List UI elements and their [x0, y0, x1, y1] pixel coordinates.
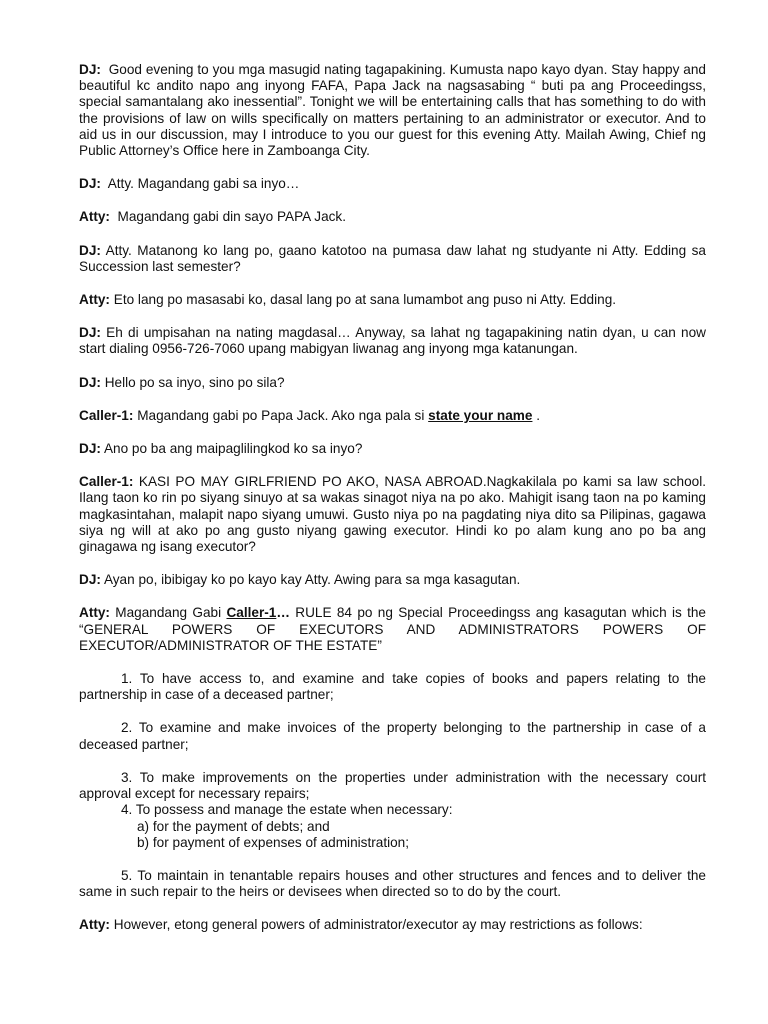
dj-intro-paragraph [79, 62, 706, 159]
power-item-1: 1. To have access to, and examine and take copies of books and papers relating to the partnership in case of a deceased partner; [79, 671, 706, 703]
dj-service-paragraph [79, 441, 706, 457]
paragraph-text: Hello po sa inyo, sino po sila? [104, 374, 285, 390]
speaker-label: Atty: [79, 209, 110, 225]
speaker-label: Atty: [79, 917, 110, 933]
speaker-label: Caller-1: [79, 474, 134, 490]
paragraph-text: KASI PO MAY GIRLFRIEND PO AKO, NASA ABROAD.Nagkakilala po kami sa law school. Ilang taon ko rin po siyang sinuyo at sa wakas sinagot niya na po ako. Mahigit isang taon na po kaming magkasintahan, malapit napo siyang umuwi. Gusto niya po na pagdating niya dito sa Pilipinas, gagawa siya ng will at ako po ang gusto niyang gawing executor. Hindi ko po alam kung ano po ba ang ginagawa ng isang executor? [79, 474, 706, 555]
paragraph-text: Ayan po, ibibigay ko po kayo kay Atty. Awing para sa mga kasagutan. [103, 572, 521, 588]
speaker-label: Atty: [79, 605, 110, 621]
paragraph-text-end: . [536, 407, 540, 423]
speaker-label: DJ: [79, 176, 101, 192]
atty-greeting-paragraph [79, 209, 706, 225]
power-item-4a: a) for the payment of debts; and [137, 818, 330, 834]
dj-hello-paragraph [79, 375, 706, 391]
paragraph-text: Eto lang po masasabi ko, dasal lang po at sana lumambot ang puso ni Atty. Edding. [113, 292, 617, 308]
paragraph-text: Magandang gabi din sayo PAPA Jack. [117, 209, 347, 225]
speaker-label: DJ: [79, 374, 101, 390]
paragraph-text: Atty. Magandang gabi sa inyo… [107, 176, 300, 192]
speaker-label: DJ: [79, 62, 101, 77]
speaker-label: DJ: [79, 441, 101, 457]
paragraph-text: Magandang Gabi [115, 605, 222, 621]
power-item-3: 3. To make improvements on the properties under administration with the necessary court approval except for necessary repairs; [79, 769, 706, 802]
caller-name-paragraph [79, 408, 706, 424]
paragraph-text: Magandang gabi po Papa Jack. Ako nga pala si [137, 407, 425, 423]
atty-rule-paragraph [79, 605, 706, 654]
dj-dialing-paragraph [79, 325, 706, 357]
paragraph-text: Eh di umpisahan na nating magdasal… Anyway, sa lahat ng tagapakining natin dyan, u can now start dialing 0956-726-7060 upang mabigyan liwanag ang inyong mga katanungan. [79, 325, 706, 357]
caller-reference: Caller-1 [226, 605, 277, 621]
atty-answer-paragraph [79, 292, 706, 308]
paragraph-text: Good evening to you mga masugid nating tagapakining. Kumusta napo kayo dyan. Stay happy and beautiful kc andito napo ang inyong FAFA, Papa Jack na nagsasabing “ buti pa ang Proceedingss, special samantalang ako inessential”. Tonight we will be entertaining calls that has something to do with the provisions of law on wills specifically on matters pertaining to an administrator or executor. And to aid us in our discussion, may I introduce to you our guest for this evening Atty. Mailah Awing, Chief ng Public Attorney’s Office here in Zamboanga City. [79, 62, 706, 159]
power-item-4: 4. To possess and manage the estate when necessary: [121, 802, 453, 818]
paragraph-text: However, etong general powers of administrator/executor ay may restrictions as follows: [113, 917, 643, 933]
power-item-2: 2. To examine and make invoices of the property belonging to the partnership in case of a deceased partner; [79, 720, 706, 752]
paragraph-text: Atty. Matanong ko lang po, gaano katotoo na pumasa daw lahat ng studyante ni Atty. Edding sa Succession last semester? [79, 242, 706, 274]
speaker-label: Caller-1: [79, 407, 134, 423]
speaker-label: Atty: [79, 292, 110, 308]
dj-greeting-paragraph [79, 176, 706, 192]
dj-question-paragraph [79, 243, 706, 275]
power-item-4b: b) for payment of expenses of administration; [137, 834, 410, 850]
caller-question-paragraph [79, 474, 706, 555]
paragraph-text: Ano po ba ang maipaglilingkod ko sa inyo? [103, 441, 363, 457]
dj-handoff-paragraph [79, 572, 706, 588]
power-item-5: 5. To maintain in tenantable repairs houses and other structures and fences and to deliver the same in such repair to the heirs or devisees when directed so to do by the court. [79, 867, 706, 900]
speaker-label: DJ: [79, 572, 101, 588]
atty-restrictions-paragraph [79, 917, 706, 933]
speaker-label: DJ: [79, 325, 101, 341]
ellipsis: … [276, 605, 290, 621]
speaker-label: DJ: [79, 242, 101, 258]
paragraph-text-rule: RULE 84 po ng Special Proceedingss ang kasagutan which is the “GENERAL POWERS OF EXECUTORS AND ADMINISTRATORS POWERS OF EXECUTOR/ADMINISTRATOR OF THE ESTATE” [79, 605, 706, 653]
caller-name-placeholder: state your name [428, 407, 533, 423]
